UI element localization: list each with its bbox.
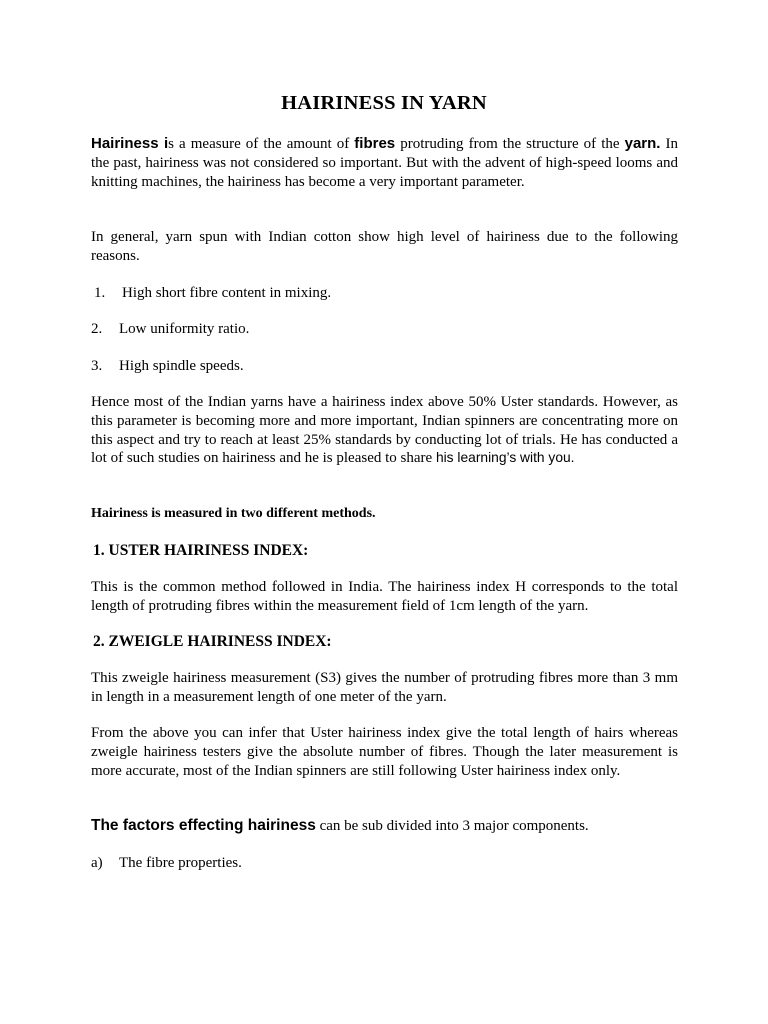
hence-paragraph bbox=[91, 393, 678, 468]
list-number: 3. bbox=[91, 358, 103, 374]
intro-text-2: protruding from the structure of the bbox=[395, 136, 625, 152]
general-paragraph: In general, yarn spun with Indian cotton show high level of hairiness due to the following reasons. bbox=[91, 229, 678, 264]
factors-term: The factors effecting hairiness bbox=[91, 817, 316, 834]
hairiness-term: Hairiness i bbox=[91, 135, 169, 152]
infer-paragraph: From the above you can infer that Uster hairiness index give the total length of hairs whereas zweigle hairiness testers give the absolute number of fibres. Though the later measurement is more accurate, most of the Indian spinners are still following Uster hairiness index only. bbox=[91, 725, 678, 779]
list-number: 1. bbox=[94, 285, 106, 301]
factors-paragraph bbox=[91, 817, 678, 836]
intro-text-3: In the past, hairiness was not considered so important. But with the advent of high-speed looms and knitting machines, the hairiness has become a very important parameter. bbox=[91, 136, 679, 190]
yarn-term: yarn. bbox=[624, 135, 661, 152]
uster-heading: 1. USTER HAIRINESS INDEX: bbox=[93, 542, 309, 559]
list-text: High spindle speeds. bbox=[119, 358, 244, 374]
hence-tail: his learning’s with you. bbox=[435, 450, 575, 466]
factors-text: can be sub divided into 3 major components. bbox=[315, 818, 589, 834]
list-number: a) bbox=[91, 855, 103, 871]
intro-text-1: s a measure of the amount of bbox=[168, 136, 355, 152]
uster-paragraph: This is the common method followed in India. The hairiness index H corresponds to the total length of protruding fibres within the measurement field of 1cm length of the yarn. bbox=[91, 579, 678, 614]
intro-paragraph bbox=[91, 135, 678, 191]
list-text: High short fibre content in mixing. bbox=[122, 285, 332, 301]
list-number: 2. bbox=[91, 321, 103, 337]
page-title: HAIRINESS IN YARN bbox=[281, 92, 487, 114]
zweigle-heading: 2. ZWEIGLE HAIRINESS INDEX: bbox=[93, 633, 332, 650]
list-text: Low uniformity ratio. bbox=[119, 321, 250, 337]
fibres-term: fibres bbox=[354, 135, 396, 152]
hence-text: Hence most of the Indian yarns have a hairiness index above 50% Uster standards. However, as this parameter is becoming more and more important, Indian spinners are concentrating more on this aspect and try to reach at least 25% standards by conducting lot of trials. He has conducted a lot of such studies on hairiness and he is pleased to share bbox=[91, 394, 678, 467]
list-text: The fibre properties. bbox=[119, 855, 242, 871]
methods-intro: Hairiness is measured in two different methods. bbox=[91, 506, 376, 521]
zweigle-paragraph: This zweigle hairiness measurement (S3) gives the number of protruding fibres more than 3 mm in length in a measurement length of one meter of the yarn. bbox=[91, 670, 678, 705]
